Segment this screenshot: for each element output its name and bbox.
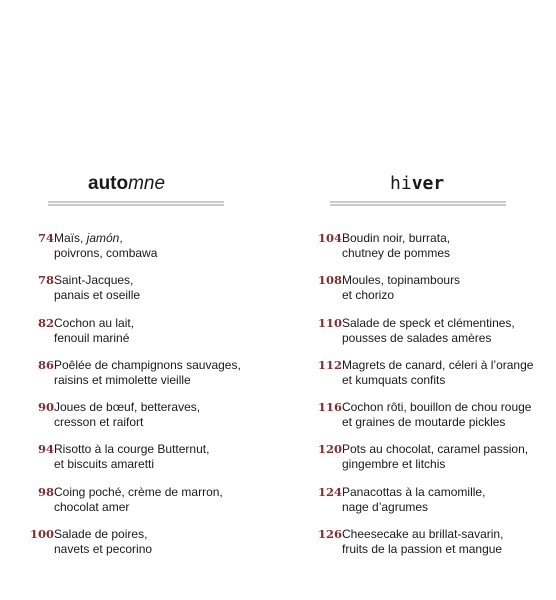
recipe-line-1-pre: Maïs, (54, 231, 87, 245)
recipe-title (54, 231, 157, 261)
page-number: 110 (317, 315, 342, 330)
winter-divider (330, 201, 506, 206)
recipe-title (342, 527, 503, 557)
winter-title (390, 170, 444, 198)
page-number: 78 (37, 273, 54, 288)
list-item[interactable] (22, 485, 262, 527)
recipe-title (342, 273, 460, 303)
recipe-line-2: pousses de salades amères (342, 330, 492, 345)
recipe-line-1 (54, 231, 157, 246)
autumn-title (88, 170, 165, 198)
recipe-title (54, 527, 152, 557)
recipe-title (342, 400, 531, 430)
recipe-line-2: cresson et raifort (54, 415, 144, 430)
page-number: 82 (37, 315, 54, 330)
recipe-title (342, 231, 450, 261)
list-item[interactable] (22, 527, 262, 569)
page-number: 108 (317, 273, 342, 288)
list-item[interactable] (22, 358, 262, 400)
page-number: 74 (37, 231, 54, 245)
page-number: 116 (317, 400, 342, 415)
autumn-title-italic: mne (128, 173, 166, 194)
recipe-line-1: Magrets de canard, céleri à l’orange (342, 357, 534, 372)
recipe-line-2: et graines de moutarde pickles (342, 415, 506, 430)
recipe-line-2: fruits de la passion et mangue (342, 542, 503, 557)
recipe-title (54, 273, 140, 303)
winter-title-regular: hi (390, 173, 412, 194)
recipe-line-2: et chorizo (342, 288, 395, 303)
list-item[interactable] (22, 400, 262, 442)
recipe-line-2: et kumquats confits (342, 372, 446, 387)
autumn-divider (48, 201, 224, 206)
page-number: 100 (29, 527, 54, 542)
list-item[interactable] (22, 316, 262, 358)
recipe-title (54, 485, 223, 515)
recipe-line-1: Salade de speck et clémentines, (342, 315, 515, 330)
recipe-line-1: Cheesecake au brillat-savarin, (342, 527, 504, 542)
list-item[interactable] (300, 273, 540, 315)
recipe-title (342, 358, 533, 388)
recipe-line-1-post: , (119, 231, 123, 245)
winter-recipe-list (300, 231, 540, 569)
recipe-line-2: fenouil mariné (54, 330, 130, 345)
page-number: 94 (37, 442, 54, 457)
recipe-line-1: Boudin noir, burrata, (342, 231, 451, 245)
recipe-title (54, 442, 209, 472)
page-number: 120 (317, 442, 342, 457)
recipe-title (54, 358, 241, 388)
list-item[interactable] (22, 273, 262, 315)
recipe-line-1: Saint-Jacques, (54, 273, 134, 288)
page-number: 90 (37, 400, 54, 415)
recipe-line-1: Pots au chocolat, caramel passion, (342, 442, 529, 457)
recipe-line-1: Poêlée de champignons sauvages, (54, 357, 241, 372)
page-number: 112 (317, 357, 342, 372)
recipe-line-2: chocolat amer (54, 499, 130, 514)
autumn-title-bold: auto (88, 173, 129, 194)
list-item[interactable] (300, 358, 540, 400)
recipe-title (342, 442, 528, 472)
recipe-line-2: panais et oseille (54, 288, 141, 303)
list-item[interactable] (300, 442, 540, 484)
recipe-line-2: chutney de pommes (342, 246, 451, 260)
recipe-line-2: et biscuits amaretti (54, 457, 155, 472)
recipe-line-1-italic: jamón (86, 231, 120, 245)
page-number: 86 (37, 357, 54, 372)
page-number: 126 (317, 527, 342, 542)
recipe-line-2: raisins et mimolette vieille (54, 372, 191, 387)
recipe-line-1: Moules, topinambours (342, 273, 461, 288)
recipe-line-1: Panacottas à la camomille, (342, 484, 486, 499)
recipe-line-1: Salade de poires, (54, 527, 148, 542)
recipe-line-2: nage d’agrumes (342, 499, 429, 514)
list-item[interactable] (300, 231, 540, 273)
recipe-title (342, 485, 485, 515)
recipe-line-1: Cochon rôti, bouillon de chou rouge (342, 400, 532, 415)
autumn-recipe-list (22, 231, 262, 569)
page-number: 104 (317, 231, 342, 245)
recipe-line-2: gingembre et litchis (342, 457, 446, 472)
recipe-title (54, 316, 134, 346)
recipe-line-1: Cochon au lait, (54, 315, 135, 330)
recipe-line-1: Joues de bœuf, betteraves, (54, 400, 201, 415)
list-item[interactable] (300, 400, 540, 442)
recipe-line-1: Coing poché, crème de marron, (54, 484, 223, 499)
recipe-line-2: navets et pecorino (54, 542, 153, 557)
recipe-title (54, 400, 200, 430)
page-number: 124 (317, 484, 342, 499)
recipe-line-1: Risotto à la courge Butternut, (54, 442, 210, 457)
recipe-line-2: poivrons, combawa (54, 246, 158, 260)
list-item[interactable] (300, 527, 540, 569)
list-item[interactable] (300, 316, 540, 358)
list-item[interactable] (300, 485, 540, 527)
list-item[interactable] (22, 231, 262, 273)
list-item[interactable] (22, 442, 262, 484)
recipe-title (342, 316, 515, 346)
page-number: 98 (37, 484, 54, 499)
winter-title-bold: ver (411, 173, 445, 194)
